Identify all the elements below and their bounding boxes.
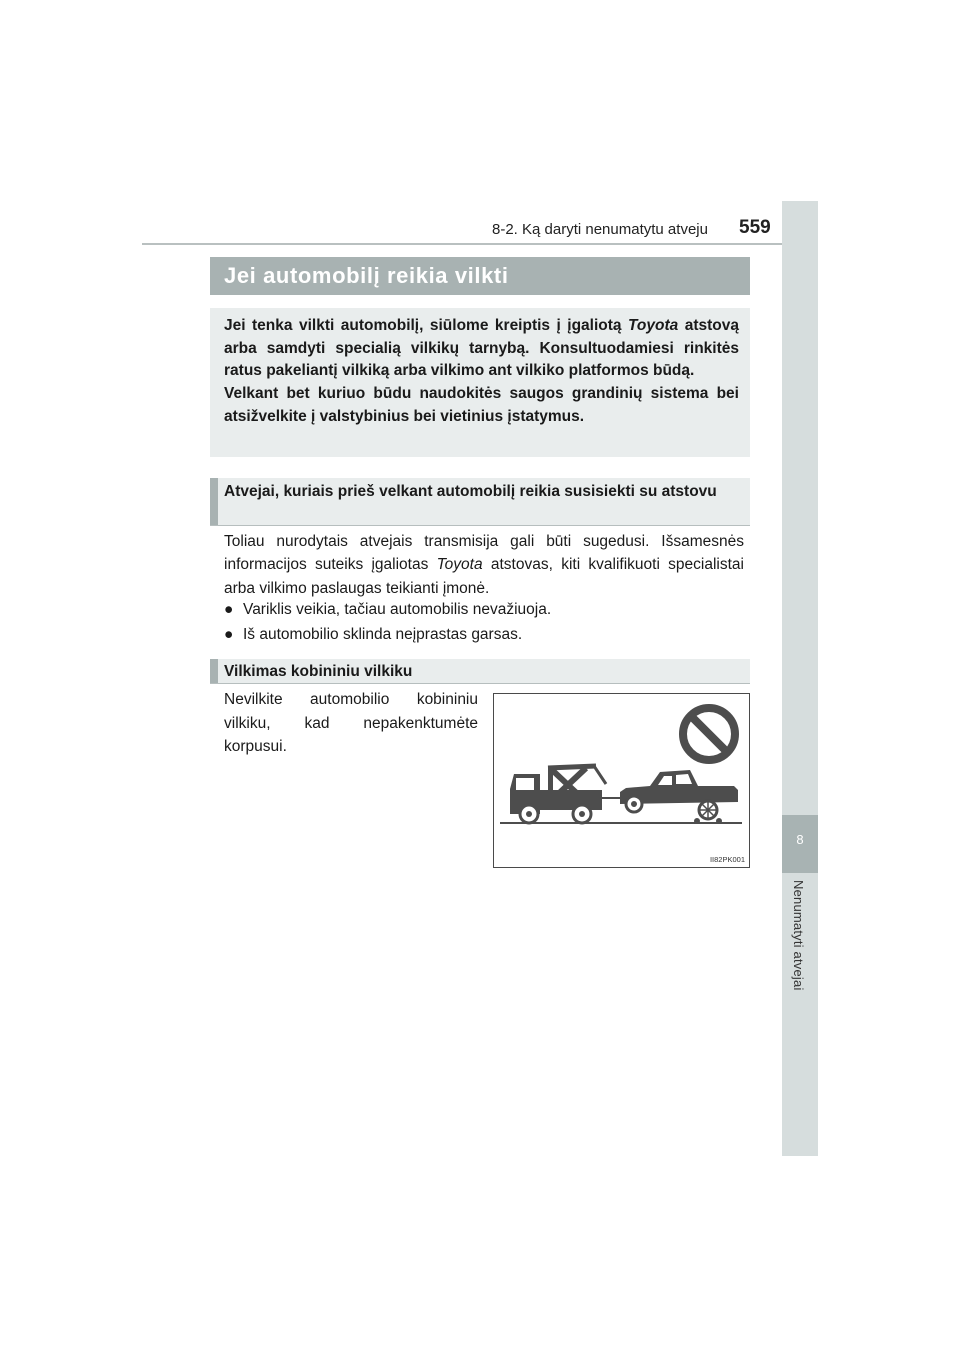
bullet-icon: ●: [224, 601, 234, 618]
intro-paragraph-2: Velkant bet kuriuo būdu naudokitės saugos grandinių sistema bei atsižvelkite į valstybinius bei vietinius įstatymus.: [224, 385, 739, 425]
brand-name: Toyota: [436, 556, 483, 574]
pickup-truck-icon: [620, 770, 738, 824]
subsection-heading-sling: [210, 659, 750, 684]
subsection-heading-text: Atvejai, kuriais prieš velkant automobilį reikia susisiekti su atstovu: [224, 483, 717, 500]
heading-accent-bar: [210, 478, 218, 525]
dealer-paragraph: Toliau nurodytais atvejais transmisija gali būti sugedusi. Išsamesnės informacijos suteiks įgaliotas Toyota atstovas, kiti kvalifikuoti specialistai arba vilkimo paslaugas teikianti įmonė.: [224, 533, 744, 597]
header-divider: [142, 243, 818, 245]
list-item: ● Iš automobilio sklinda neįprastas garsas.: [224, 624, 744, 646]
chapter-number: 8: [782, 815, 818, 873]
sling-tow-paragraph: Nevilkite automobilio kobininiu vilkiku, kad nepakenktumėte korpusui.: [224, 691, 478, 755]
chapter-label: Nenumatyti atvejai: [791, 880, 806, 991]
heading-accent-bar: [210, 659, 218, 683]
intro-box: [210, 308, 750, 457]
tow-truck-drawing: [494, 694, 749, 867]
subsection-heading-dealer: [210, 478, 750, 526]
page-number: 559: [739, 217, 771, 238]
brand-name: Toyota: [628, 317, 679, 334]
figure-code: II82PK001: [709, 855, 745, 864]
intro-text: [224, 315, 739, 429]
prohibited-icon: [683, 708, 735, 760]
header-section-title: 8-2. Ką daryti nenumatytu atveju: [492, 221, 708, 238]
list-item: ● Variklis veikia, tačiau automobilis nevažiuoja.: [224, 599, 744, 621]
chapter-side-tab: [782, 201, 818, 1156]
subsection-heading-text: Vilkimas kobininiu vilkiku: [224, 663, 413, 680]
section-title: Jei automobilį reikia vilkti: [224, 263, 509, 288]
intro-paragraph-1: Jei tenka vilkti automobilį, siūlome kreiptis į įgaliotą Toyota atstovą arba samdyti specialią vilkikų tarnybą. Konsultuodamiesi rinkitės ratus pakeliantį vilkiką arba vilkimo ant vilkiko platformos būdą.: [224, 317, 739, 380]
bullet-icon: ●: [224, 626, 234, 643]
sling-tow-illustration: [493, 693, 750, 868]
tow-truck-icon: [510, 766, 622, 823]
section-title-banner: [210, 257, 750, 295]
